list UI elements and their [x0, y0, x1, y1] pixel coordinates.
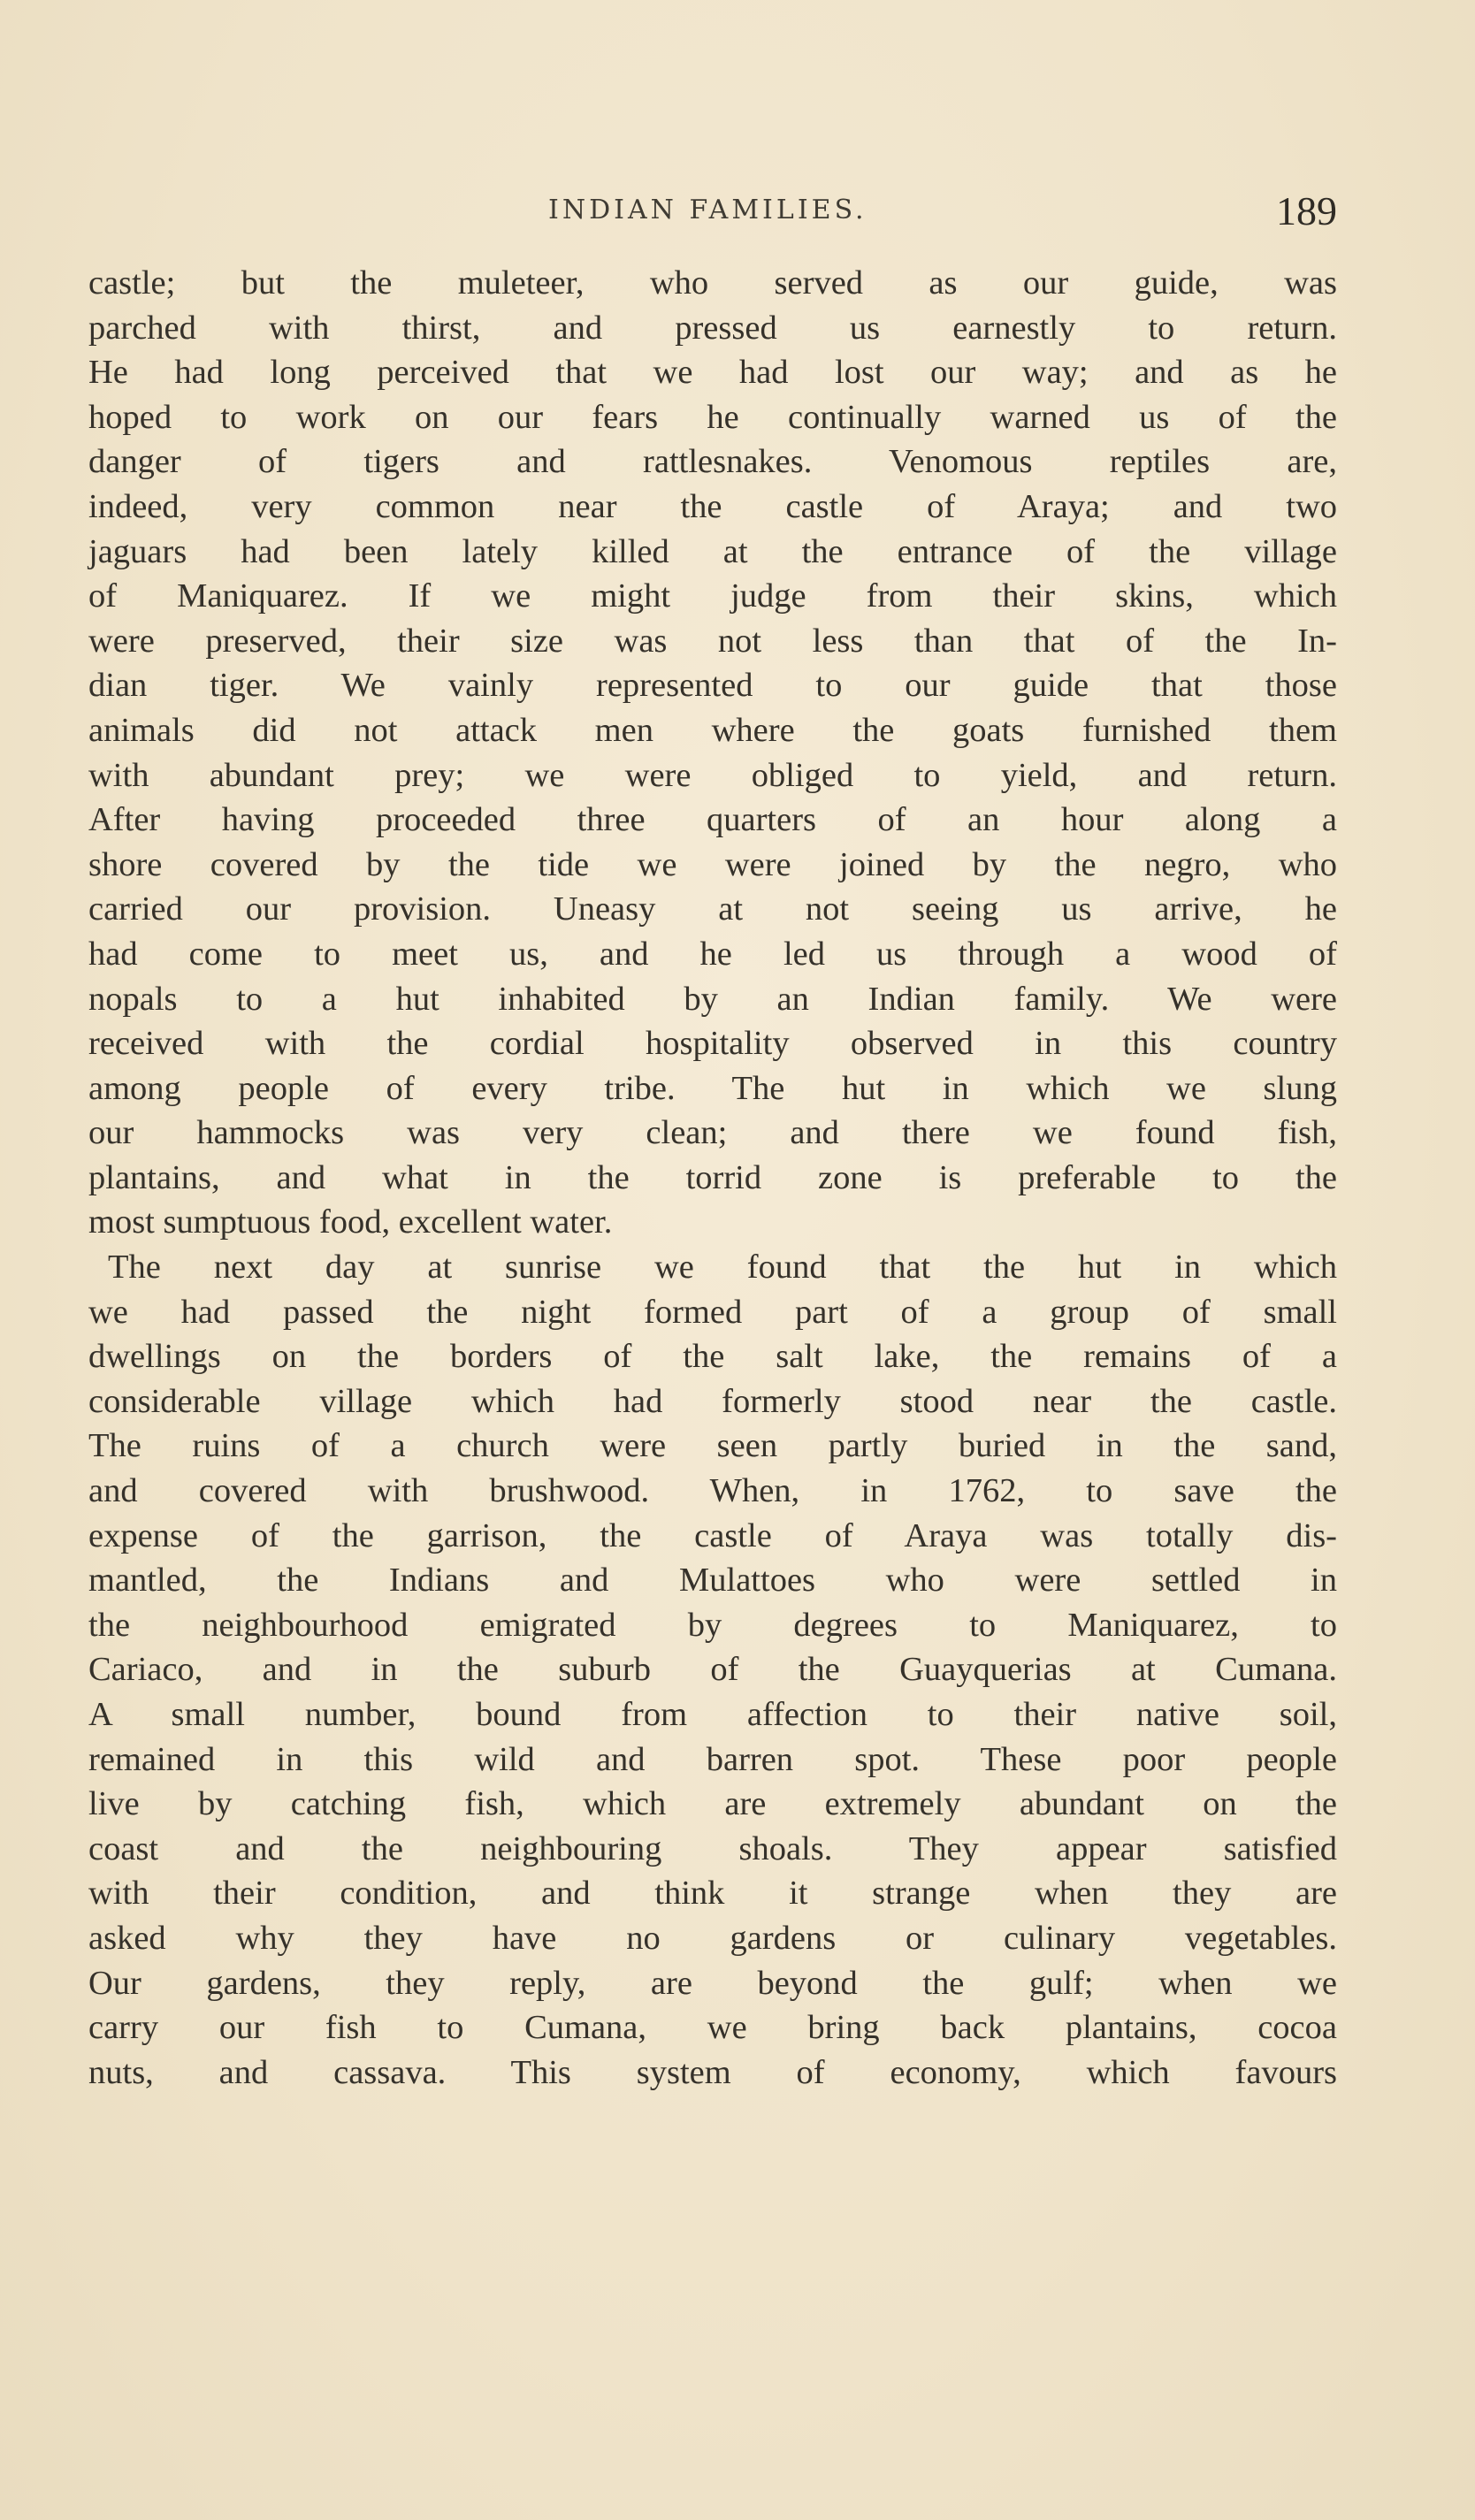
text-line: among people of every tribe. The hut in which we slung — [88, 1069, 1337, 1107]
text-line: our hammocks was very clean; and there we found fish, — [88, 1114, 1337, 1152]
text-line: A small number, bound from affection to their native soil, — [88, 1696, 1337, 1733]
paragraph-start-line: The next day at sunrise we found that the hut in which — [108, 1249, 1337, 1287]
text-line: plantains, and what in the torrid zone is preferable to the — [88, 1158, 1337, 1196]
text-line: coast and the neighbouring shoals. They appear satisfied — [88, 1829, 1337, 1867]
text-line: dwellings on the borders of the salt lake, the remains of a — [88, 1338, 1337, 1376]
running-title: INDIAN FAMILIES. — [548, 195, 867, 225]
text-line: dian tiger. We vainly represented to our guide that those — [88, 667, 1337, 705]
text-line: jaguars had been lately killed at the entrance of the village — [88, 532, 1337, 570]
text-line: asked why they have no gardens or culinary vegetables. — [88, 1919, 1337, 1957]
text-line: we had passed the night formed part of a group of small — [88, 1293, 1337, 1331]
paragraph-end-line: most sumptuous food, excellent water. — [88, 1203, 613, 1241]
text-line: nuts, and cassava. This system of economy, which favours — [88, 2053, 1337, 2091]
text-line: expense of the garrison, the castle of Araya was totally dis- — [88, 1516, 1337, 1554]
text-line: considerable village which had formerly stood near the castle. — [88, 1382, 1337, 1420]
text-line: and covered with brushwood. When, in 1762, to save the — [88, 1472, 1337, 1510]
text-line: the neighbourhood emigrated by degrees to Maniquarez, to — [88, 1606, 1337, 1644]
text-line: with their condition, and think it strange when they are — [88, 1875, 1337, 1913]
text-line: shore covered by the tide we were joined by the negro, who — [88, 845, 1337, 883]
text-line: had come to meet us, and he led us through a wood of — [88, 935, 1337, 973]
text-line: danger of tigers and rattlesnakes. Venomous reptiles are, — [88, 443, 1337, 481]
text-line: live by catching fish, which are extremely abundant on the — [88, 1785, 1337, 1823]
text-line: were preserved, their size was not less than that of the In- — [88, 622, 1337, 660]
text-line: The ruins of a church were seen partly buried in the sand, — [88, 1427, 1337, 1465]
text-line: indeed, very common near the castle of Araya; and two — [88, 487, 1337, 525]
body-text — [88, 261, 1337, 2095]
page-number: 189 — [1276, 188, 1337, 233]
text-line: of Maniquarez. If we might judge from their skins, which — [88, 577, 1337, 615]
text-line: with abundant prey; we were obliged to yield, and return. — [88, 756, 1337, 794]
text-line: castle; but the muleteer, who served as our guide, was — [88, 264, 1337, 302]
text-line: After having proceeded three quarters of an hour along a — [88, 801, 1337, 839]
text-line: received with the cordial hospitality observed in this country — [88, 1025, 1337, 1063]
text-line: nopals to a hut inhabited by an Indian family. We were — [88, 980, 1337, 1018]
text-line: carry our fish to Cumana, we bring back plantains, cocoa — [88, 2009, 1337, 2047]
text-line: Our gardens, they reply, are beyond the gulf; when we — [88, 1964, 1337, 2002]
text-line: animals did not attack men where the goats furnished them — [88, 711, 1337, 749]
text-line: Cariaco, and in the suburb of the Guayquerias at Cumana. — [88, 1651, 1337, 1689]
text-line: He had long perceived that we had lost our way; and as he — [88, 354, 1337, 392]
page-header — [88, 187, 1337, 249]
text-line: parched with thirst, and pressed us earnestly to return. — [88, 309, 1337, 347]
text-line: hoped to work on our fears he continually warned us of the — [88, 398, 1337, 436]
text-line: remained in this wild and barren spot. These poor people — [88, 1740, 1337, 1778]
text-line: carried our provision. Uneasy at not seeing us arrive, he — [88, 890, 1337, 928]
text-line: mantled, the Indians and Mulattoes who were settled in — [88, 1562, 1337, 1600]
